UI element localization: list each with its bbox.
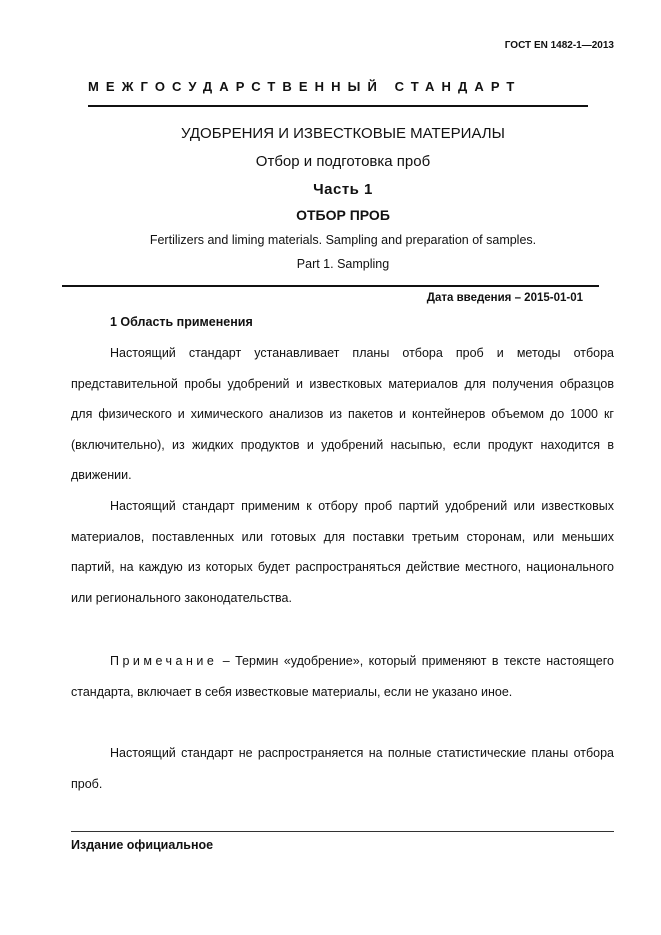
english-part-title: Part 1. Sampling (296, 257, 390, 271)
title-part-name: ОТБОР ПРОБ (296, 207, 390, 223)
interstate-standard-label: МЕЖГОСУДАРСТВЕННЫЙ СТАНДАРТ (88, 79, 522, 94)
header-divider (88, 105, 588, 107)
scope-paragraph-1: Настоящий стандарт устанавливает планы отбора проб и методы отбора представительной пробы удобрений и известковых материалов для получения образцов для физического и химического анализов из пакетов и контейнеров объемом до 1000 кг (включительно), из жидких продуктов и удобрений насыпью, если продукт находится в движении. (71, 346, 614, 482)
title-divider (62, 285, 599, 287)
note-paragraph (71, 646, 614, 707)
footer-divider (71, 831, 614, 832)
title-main: УДОБРЕНИЯ И ИЗВЕСТКОВЫЕ МАТЕРИАЛЫ (181, 125, 505, 142)
note-text: – Термин «удобрение», который применяют в тексте настоящего стандарта, включает в себя известковые материалы, если не указано иное. (71, 654, 614, 699)
title-subtitle: Отбор и подготовка проб (255, 153, 431, 170)
note-label: Примечание (110, 654, 218, 668)
scope-paragraph-2: Настоящий стандарт применим к отбору проб партий удобрений или известковых материалов, поставленных или готовых для поставки третьим сторонам, или меньших партий, на каждую из которых будет распространяться действие местного, национального или регионального законодательства. (71, 499, 614, 605)
section-heading: 1 Область применения (110, 315, 253, 329)
introduction-date: Дата введения – 2015-01-01 (426, 292, 583, 304)
title-part: Часть 1 (313, 181, 373, 198)
english-title: Fertilizers and liming materials. Sampling and preparation of samples. (149, 233, 537, 247)
official-edition-label: Издание официальное (71, 838, 214, 852)
scope-paragraph-3: Настоящий стандарт не распространяется на полные статистические планы отбора проб. (71, 746, 614, 791)
document-code: ГОСТ EN 1482-1—2013 (504, 40, 614, 51)
